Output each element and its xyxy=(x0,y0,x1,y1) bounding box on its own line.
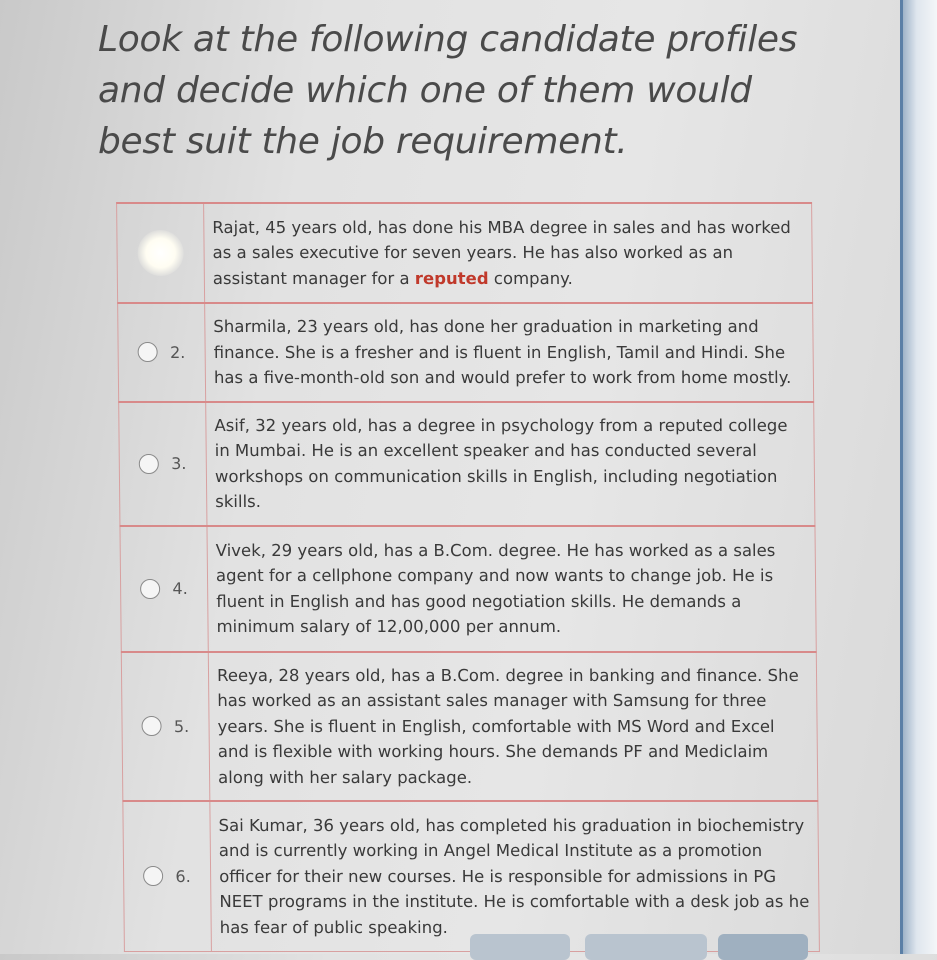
nav-button[interactable] xyxy=(470,934,570,960)
option-6-selector[interactable] xyxy=(123,801,212,951)
radio-button-icon[interactable] xyxy=(142,716,162,736)
radio-button-icon[interactable] xyxy=(138,342,158,362)
candidate-options-table xyxy=(116,202,820,952)
question-prompt: Look at the following candidate profiles and decide which one of them would best suit the job requirement. xyxy=(98,19,798,162)
option-row-6[interactable] xyxy=(123,801,820,951)
option-4-selector[interactable] xyxy=(120,526,208,652)
radio-button-icon[interactable] xyxy=(139,454,159,474)
option-row-4[interactable] xyxy=(120,526,816,652)
option-row-3[interactable] xyxy=(119,402,815,526)
option-2-selector[interactable] xyxy=(118,303,206,402)
option-1-text-start: Rajat, 45 years old, has done his MBA degree in sales and has worked as a sales executive for seven years. He has also worked as an assistant manager for a xyxy=(212,217,791,288)
nav-button[interactable] xyxy=(585,934,707,960)
option-3-number: 3. xyxy=(171,454,187,473)
option-row-1[interactable] xyxy=(117,203,813,303)
option-1-highlight-word: reputed xyxy=(414,268,489,288)
radio-button-icon[interactable] xyxy=(143,866,163,886)
option-5-text: Reeya, 28 years old, has a B.Com. degree in banking and finance. She has worked as an assistant sales manager with Samsung for three years. She is fluent in English, comfortable with MS Word and Excel and is flexible with working hours. She demands PF and Mediclaim along with her salary package. xyxy=(208,652,818,802)
option-2-text: Sharmila, 23 years old, has done her graduation in marketing and finance. She is a fresher and is fluent in English, Tamil and Hindi. She has a five-month-old son and would prefer to work from home mostly. xyxy=(205,303,814,402)
monitor-bezel xyxy=(900,0,937,954)
option-1-selector[interactable] xyxy=(117,203,205,303)
option-6-text: Sai Kumar, 36 years old, has completed his graduation in biochemistry and is currently working in Angel Medical Institute as a promotion officer for their new courses. He is responsible for admissions in PG NEET programs in the institute. He is comfortable with a desk job as he has fear of public speaking. xyxy=(210,801,820,951)
option-5-number: 5. xyxy=(173,716,190,736)
next-task-button[interactable] xyxy=(718,934,808,960)
option-row-2[interactable] xyxy=(118,303,814,402)
option-5-selector[interactable] xyxy=(121,652,210,802)
option-4-text: Vivek, 29 years old, has a B.Com. degree. He has worked as a sales agent for a cellphone company and now wants to change job. He is fluent in English and has good negotiation skills. He demands a minimum salary of 12,00,000 per annum. xyxy=(207,526,816,652)
radio-button-icon[interactable] xyxy=(140,579,160,599)
option-1-text xyxy=(204,203,813,303)
bottom-navigation xyxy=(0,934,937,954)
option-3-text: Asif, 32 years old, has a degree in psychology from a reputed college in Mumbai. He is an excellent speaker and has conducted several workshops on communication skills in English, including negotiation skills. xyxy=(206,402,815,526)
option-6-number: 6. xyxy=(175,866,191,886)
option-row-5[interactable] xyxy=(121,652,818,802)
option-1-text-end: company. xyxy=(488,268,573,288)
option-3-selector[interactable] xyxy=(119,402,207,526)
option-4-number: 4. xyxy=(172,579,188,598)
option-2-number: 2. xyxy=(169,342,186,362)
screen-glare xyxy=(137,230,183,276)
